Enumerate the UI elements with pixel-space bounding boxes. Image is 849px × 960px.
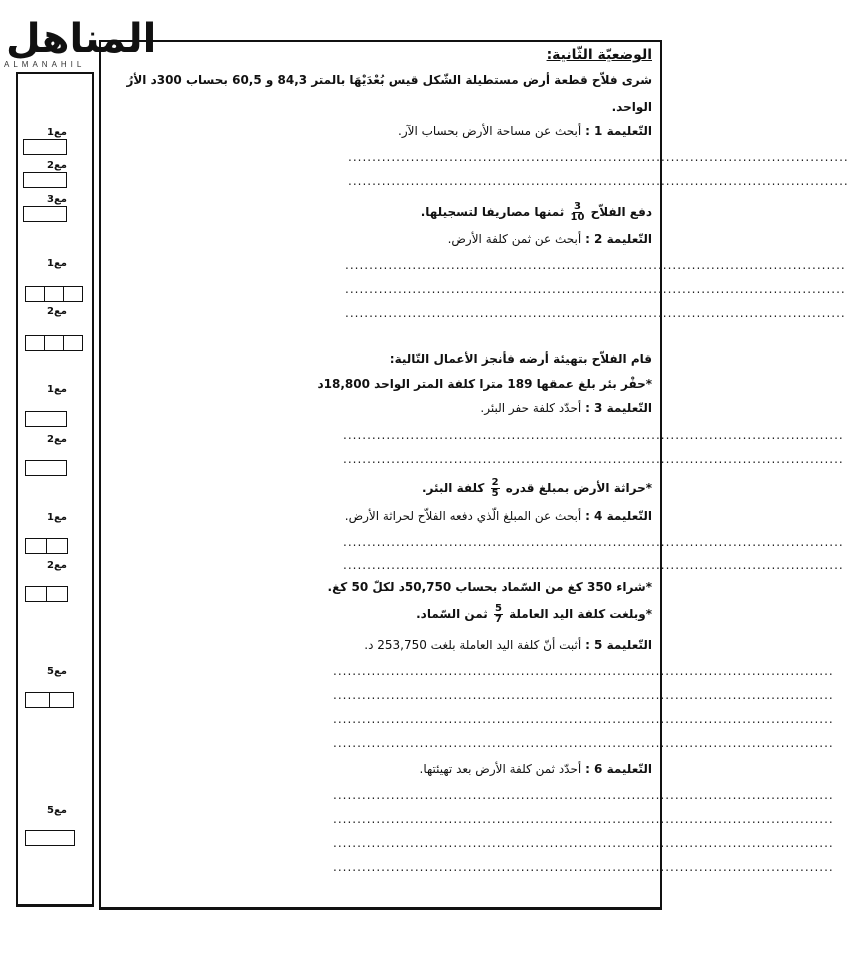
- answer-line[interactable]: ........................................................................................................: [333, 712, 834, 726]
- answer-line[interactable]: ........................................................................................................: [333, 812, 834, 826]
- criterion-label: مع5: [47, 666, 67, 677]
- answer-line[interactable]: ........................................................................................................: [343, 558, 844, 572]
- fraction: [491, 478, 500, 499]
- criterion-label: مع2: [47, 160, 67, 171]
- work-text: كلفة البئر.: [421, 481, 485, 495]
- criterion-label: مع1: [47, 127, 67, 138]
- score-box[interactable]: [23, 139, 67, 155]
- logo-arabic-text: المناهل: [6, 16, 157, 62]
- score-box[interactable]: [46, 538, 68, 554]
- score-boxes: [26, 586, 68, 602]
- answer-line[interactable]: ........................................................................................................: [333, 788, 834, 802]
- score-boxes: [26, 460, 67, 476]
- task-label: التّعليمة 4 :: [585, 509, 652, 523]
- answer-line[interactable]: ........................................................................................................: [333, 860, 834, 874]
- payment-text: دفع الفلاّح: [590, 205, 652, 219]
- criterion-label: مع1: [47, 258, 67, 269]
- score-box[interactable]: [25, 335, 45, 351]
- payment-statement: [421, 202, 652, 223]
- task-6: [420, 762, 652, 776]
- score-box[interactable]: [46, 586, 68, 602]
- score-boxes: [26, 335, 83, 351]
- work-text: *وبلغت كلفة اليد العاملة: [509, 607, 652, 621]
- task-label: التّعليمة 5 :: [585, 638, 652, 652]
- fraction: [570, 202, 584, 223]
- criterion-label: مع1: [47, 512, 67, 523]
- fraction-numerator: 5: [494, 603, 502, 614]
- score-box[interactable]: [25, 692, 50, 708]
- task-label: التّعليمة 1 :: [585, 124, 652, 138]
- criterion-label: مع2: [47, 560, 67, 571]
- work-item-plowing: [422, 478, 652, 499]
- answer-line[interactable]: ........................................................................................................: [343, 428, 844, 442]
- score-box[interactable]: [23, 172, 67, 188]
- task-2: [448, 232, 652, 246]
- answer-line[interactable]: ........................................................................................................: [333, 664, 834, 678]
- logo-latin-text: ALMANAHIL: [4, 60, 86, 69]
- fraction-denominator: 7: [494, 614, 502, 625]
- answer-line[interactable]: ........................................................................................................: [348, 174, 849, 188]
- answer-line[interactable]: ........................................................................................................: [345, 306, 846, 320]
- score-box[interactable]: [63, 335, 83, 351]
- task-text: أبحث عن ثمن كلفة الأرض.: [447, 232, 582, 246]
- works-title: قام الفلاّح بتهيئة أرضه فأنجز الأعمال التّالية:: [389, 352, 652, 366]
- score-box[interactable]: [23, 206, 67, 222]
- task-text: أحدّد ثمن كلفة الأرض بعد تهيئتها.: [419, 762, 582, 776]
- answer-line[interactable]: ........................................................................................................: [333, 736, 834, 750]
- score-box[interactable]: [63, 286, 83, 302]
- criterion-label: مع3: [47, 194, 67, 205]
- score-boxes: [26, 830, 75, 846]
- work-item-labor: [416, 604, 652, 625]
- task-4: [345, 509, 652, 523]
- task-text: أبحث عن المبلغ الّذي دفعه الفلاّح لحراثة الأرض.: [344, 509, 582, 523]
- score-box[interactable]: [44, 286, 64, 302]
- answer-line[interactable]: ........................................................................................................: [343, 452, 844, 466]
- score-boxes: [26, 286, 83, 302]
- score-box[interactable]: [25, 460, 67, 476]
- score-box[interactable]: [44, 335, 64, 351]
- work-text: *حراثة الأرض بمبلغ قدره: [505, 481, 652, 495]
- score-boxes: [24, 172, 67, 188]
- answer-line[interactable]: ........................................................................................................: [333, 836, 834, 850]
- score-boxes: [24, 139, 67, 155]
- criterion-label: مع2: [47, 434, 67, 445]
- payment-text: ثمنها مصاريفا لتسجيلها.: [420, 205, 565, 219]
- score-boxes: [26, 692, 74, 708]
- task-label: التّعليمة 2 :: [585, 232, 652, 246]
- score-box[interactable]: [25, 586, 47, 602]
- answer-line[interactable]: ........................................................................................................: [343, 535, 844, 549]
- fraction-numerator: 3: [573, 201, 581, 212]
- score-box[interactable]: [25, 286, 45, 302]
- task-label: التّعليمة 3 :: [585, 401, 652, 415]
- score-boxes: [26, 411, 67, 427]
- exercise-frame: [99, 40, 849, 910]
- answer-line[interactable]: ........................................................................................................: [345, 258, 846, 272]
- task-text: أبحث عن مساحة الأرض بحساب الآر.: [398, 124, 582, 138]
- criterion-label: مع5: [47, 805, 67, 816]
- answer-line[interactable]: ........................................................................................................: [348, 150, 849, 164]
- answer-line[interactable]: ........................................................................................................: [333, 688, 834, 702]
- task-3: [480, 401, 652, 415]
- task-text: أحدّد كلفة حفر البئر.: [480, 401, 582, 415]
- score-boxes: [24, 206, 67, 222]
- score-box[interactable]: [49, 692, 74, 708]
- criterion-label: مع2: [47, 306, 67, 317]
- score-box[interactable]: [25, 830, 75, 846]
- answer-line[interactable]: ........................................................................................................: [345, 282, 846, 296]
- task-text: أثبت أنّ كلفة اليد العاملة بلغت 253,750 د.: [364, 638, 582, 652]
- work-text: ثمن السّماد.: [416, 607, 488, 621]
- fraction-denominator: 10: [570, 212, 585, 223]
- situation-title: الوضعيّة الثّانية:: [546, 47, 652, 63]
- task-label: التّعليمة 6 :: [585, 762, 652, 776]
- fraction-denominator: 5: [491, 488, 499, 499]
- intro-text-continued: الواحد.: [611, 100, 652, 114]
- score-boxes: [26, 538, 68, 554]
- fraction-numerator: 2: [491, 477, 499, 488]
- score-box[interactable]: [25, 538, 47, 554]
- intro-text: شرى فلاّح قطعة أرض مستطيلة الشّكل قيس بُعْدَيْهَا بالمتر 84,3 و 60,5 بحساب 300د الأرُ: [126, 73, 652, 87]
- task-5: [364, 638, 652, 652]
- fraction: [494, 604, 503, 625]
- task-1: [398, 124, 652, 138]
- work-item-fertilizer: *شراء 350 كغ من السّماد بحساب 50,750د لكلّ 50 كغ.: [327, 580, 652, 594]
- work-item-well: *حفْر بئر بلغ عمقها 189 مترا كلفة المتر الواحد 18,800د: [317, 377, 652, 391]
- score-box[interactable]: [25, 411, 67, 427]
- criterion-label: مع1: [47, 384, 67, 395]
